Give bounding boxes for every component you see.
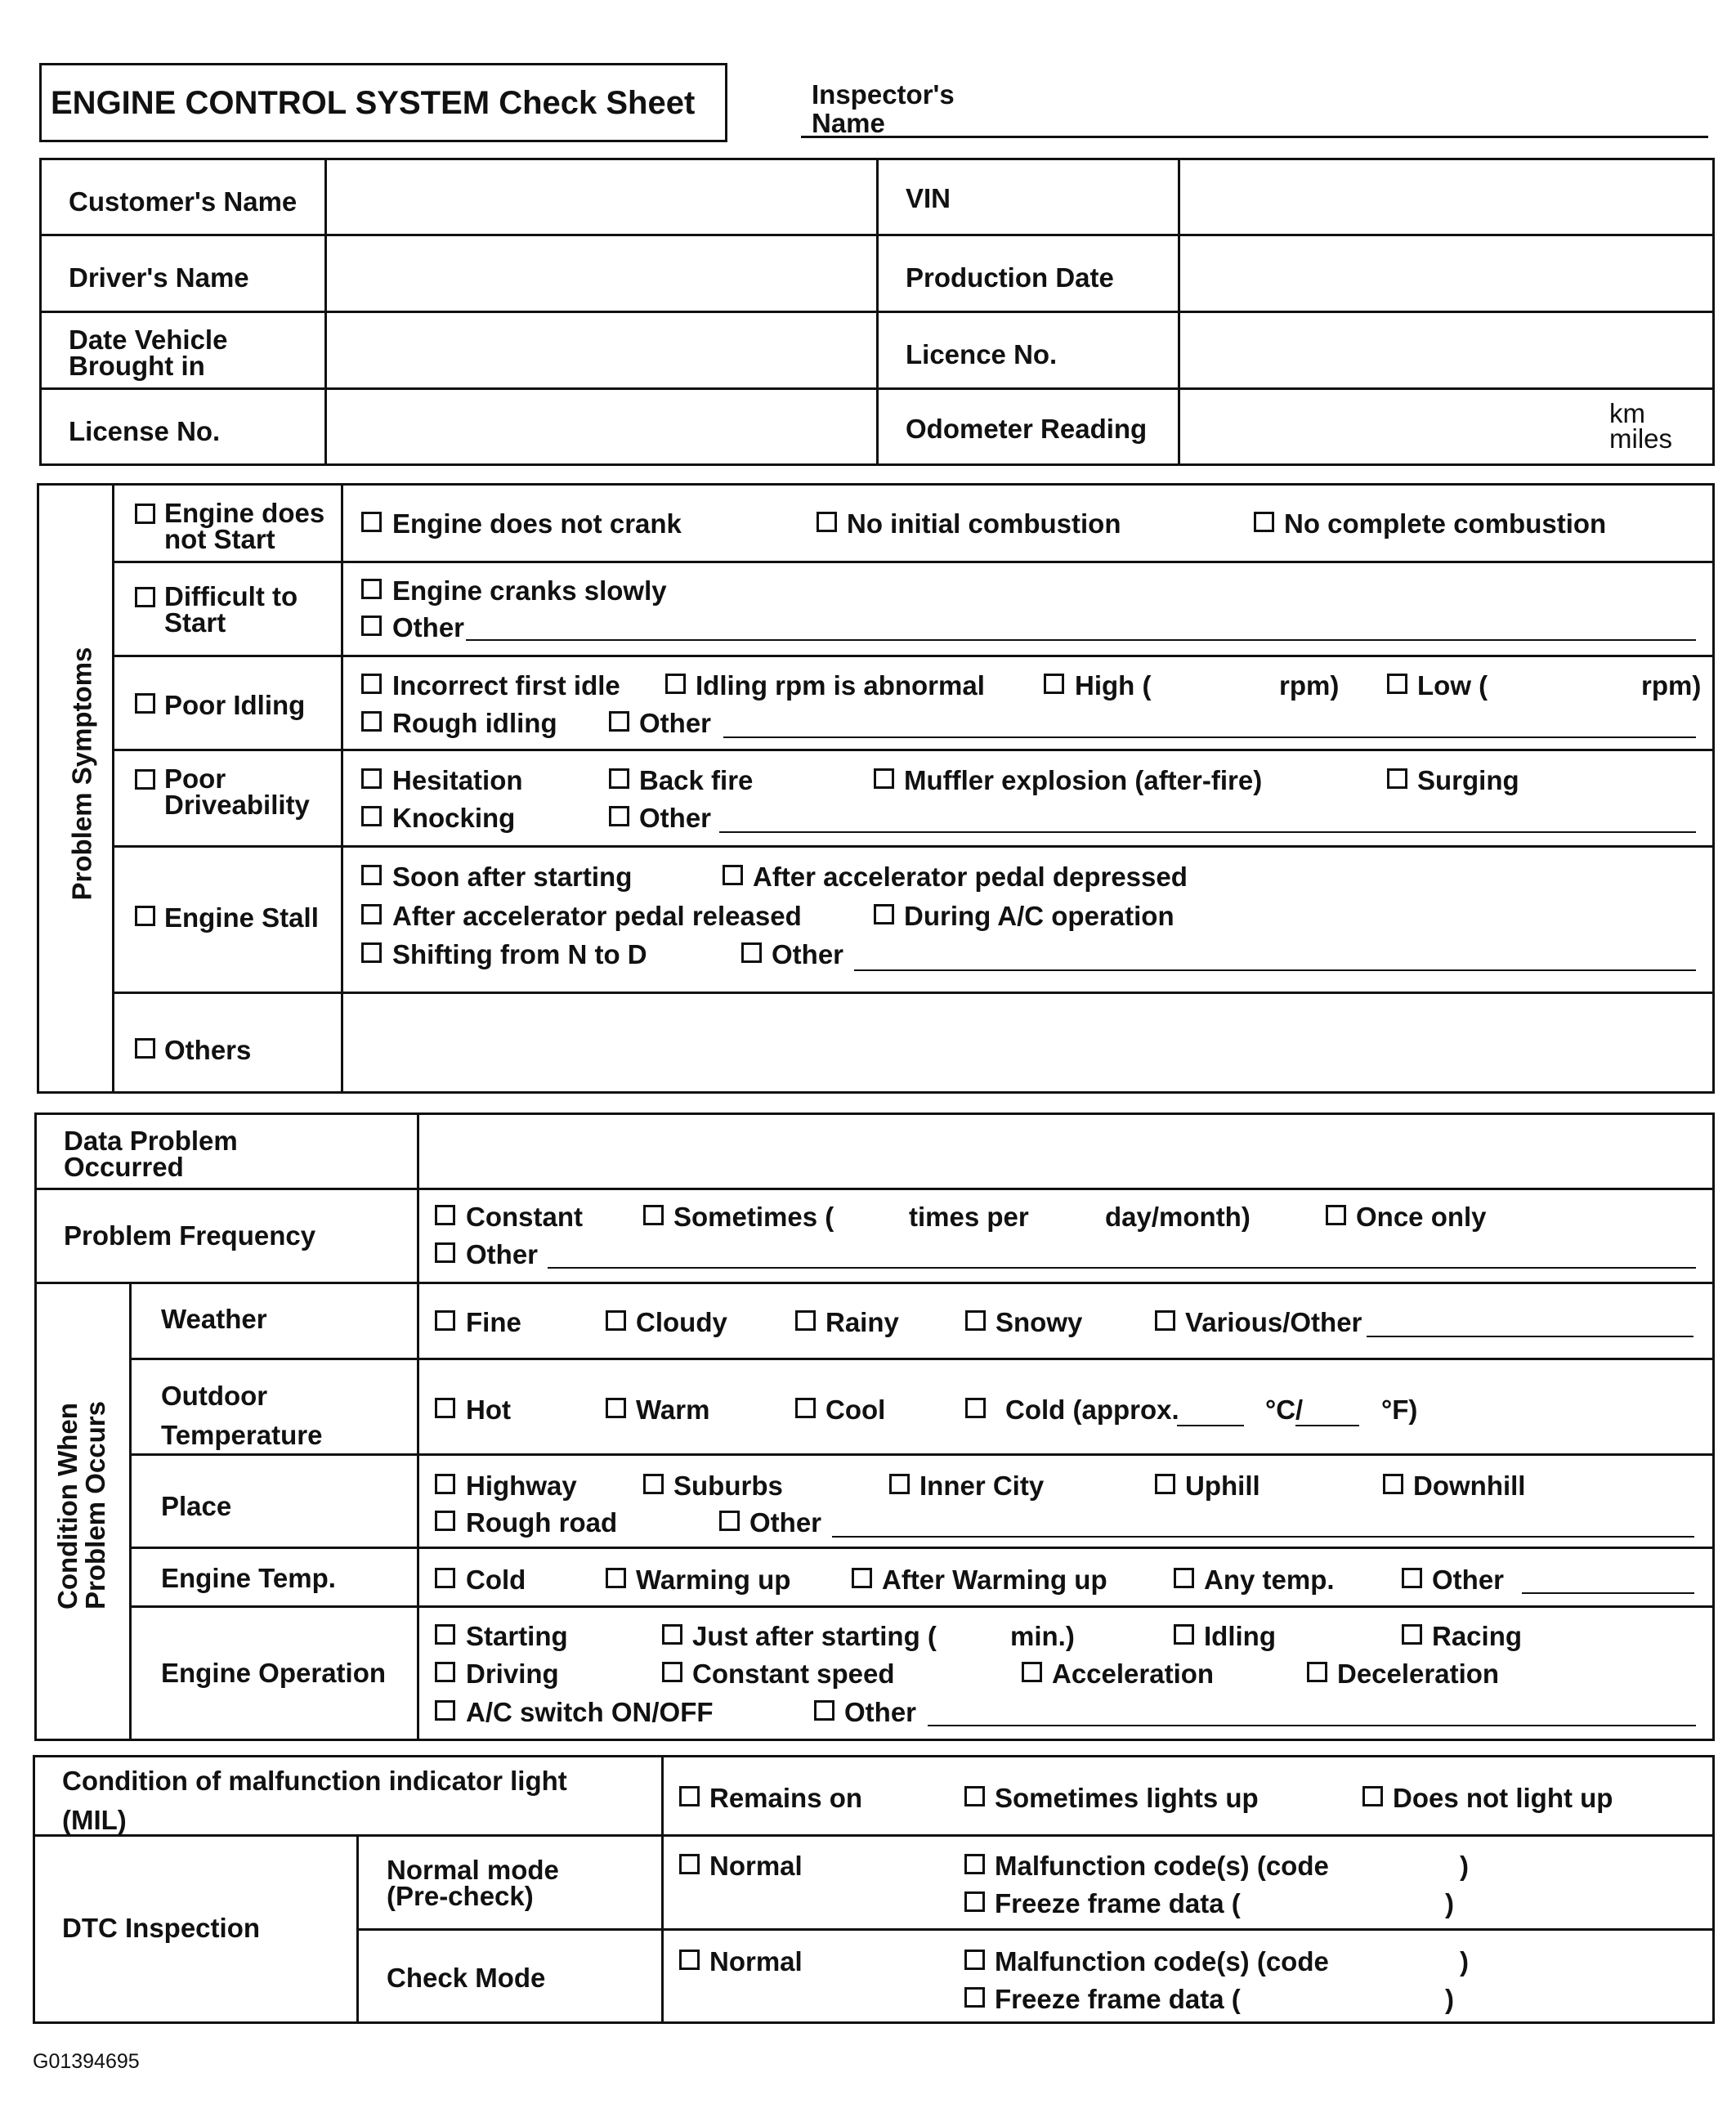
op-other-label: Other bbox=[844, 1697, 917, 1727]
driveability-other-checkbox[interactable] bbox=[609, 806, 629, 826]
normal-mode-normal-checkbox[interactable] bbox=[679, 1854, 700, 1874]
place-inner-city-label: Inner City bbox=[919, 1471, 1045, 1501]
weather-other-field[interactable] bbox=[1367, 1336, 1693, 1337]
mil-does-not-light-checkbox[interactable] bbox=[1362, 1786, 1383, 1806]
op-other-field[interactable] bbox=[928, 1725, 1696, 1726]
normal-mode-normal-label: Normal bbox=[709, 1851, 803, 1881]
incorrect-first-idle-label: Incorrect first idle bbox=[392, 670, 620, 701]
license-no-label: License No. bbox=[69, 416, 221, 446]
temp-fahrenheit-field[interactable] bbox=[1295, 1425, 1359, 1426]
op-other-checkbox[interactable] bbox=[814, 1700, 834, 1721]
licence-no-label: Licence No. bbox=[906, 339, 1058, 369]
temp-hot-label: Hot bbox=[466, 1394, 511, 1425]
op-constant-speed-label: Constant speed bbox=[692, 1659, 895, 1689]
driveability-other-label: Other bbox=[639, 803, 712, 833]
weather-rainy-checkbox[interactable] bbox=[795, 1310, 816, 1331]
poor-driveability-label: Poor Driveability bbox=[164, 763, 310, 820]
engine-temp-after-warming-up-label: After Warming up bbox=[882, 1565, 1107, 1595]
poor-driveability-checkbox[interactable] bbox=[135, 769, 155, 790]
hesitation-checkbox[interactable] bbox=[361, 768, 382, 789]
mil-sometimes-checkbox[interactable] bbox=[964, 1786, 985, 1806]
engine-does-not-start-checkbox[interactable] bbox=[135, 504, 155, 524]
drivers-name-field[interactable] bbox=[328, 237, 874, 308]
low-rpm-checkbox[interactable] bbox=[1387, 674, 1407, 694]
drivers-name-label: Driver's Name bbox=[69, 262, 249, 293]
inspector-name-label: Inspector's Name bbox=[812, 79, 955, 138]
high-rpm-label: High ( bbox=[1075, 670, 1152, 701]
check-mode-freeze-frame-close: ) bbox=[1445, 1984, 1454, 2014]
customers-name-label: Customer's Name bbox=[69, 186, 298, 217]
normal-mode-label: Normal mode (Pre-check) bbox=[387, 1855, 559, 1911]
incorrect-first-idle-checkbox[interactable] bbox=[361, 674, 382, 694]
production-date-label: Production Date bbox=[906, 262, 1114, 293]
shifting-n-to-d-label: Shifting from N to D bbox=[392, 939, 647, 969]
after-pedal-released-checkbox[interactable] bbox=[361, 904, 382, 924]
weather-label: Weather bbox=[161, 1304, 267, 1334]
date-vehicle-brought-in-field[interactable] bbox=[328, 314, 874, 385]
difficult-start-other-field[interactable] bbox=[466, 639, 1696, 641]
frequency-constant-checkbox[interactable] bbox=[435, 1205, 455, 1225]
poor-idling-label: Poor Idling bbox=[164, 690, 306, 720]
muffler-explosion-label: Muffler explosion (after-fire) bbox=[904, 765, 1263, 795]
check-mode-freeze-frame-label: Freeze frame data ( bbox=[995, 1984, 1241, 2014]
rough-idling-checkbox[interactable] bbox=[361, 711, 382, 732]
dtc-inspection-label: DTC Inspection bbox=[62, 1913, 261, 1943]
op-deceleration-label: Deceleration bbox=[1337, 1659, 1500, 1689]
engine-temp-cold-checkbox[interactable] bbox=[435, 1568, 455, 1588]
license-no-field[interactable] bbox=[328, 391, 874, 463]
op-driving-checkbox[interactable] bbox=[435, 1662, 455, 1682]
high-rpm-checkbox[interactable] bbox=[1044, 674, 1064, 694]
op-driving-label: Driving bbox=[466, 1659, 559, 1689]
place-uphill-label: Uphill bbox=[1185, 1471, 1260, 1501]
weather-various-other-label: Various/Other bbox=[1185, 1307, 1362, 1337]
engine-does-not-crank-label: Engine does not crank bbox=[392, 508, 682, 539]
engine-operation-label: Engine Operation bbox=[161, 1658, 387, 1688]
back-fire-label: Back fire bbox=[639, 765, 754, 795]
shifting-n-to-d-checkbox[interactable] bbox=[361, 942, 382, 963]
during-ac-label: During A/C operation bbox=[904, 901, 1174, 931]
stall-other-label: Other bbox=[772, 939, 844, 969]
engine-temp-any-checkbox[interactable] bbox=[1174, 1568, 1194, 1588]
check-mode-freeze-frame-checkbox[interactable] bbox=[964, 1987, 985, 2008]
surging-checkbox[interactable] bbox=[1387, 768, 1407, 789]
place-label: Place bbox=[161, 1491, 232, 1521]
engine-temp-cold-label: Cold bbox=[466, 1565, 526, 1595]
engine-cranks-slowly-label: Engine cranks slowly bbox=[392, 575, 667, 606]
op-acceleration-label: Acceleration bbox=[1052, 1659, 1215, 1689]
place-highway-checkbox[interactable] bbox=[435, 1474, 455, 1494]
odometer-reading-label: Odometer Reading bbox=[906, 414, 1148, 444]
hesitation-label: Hesitation bbox=[392, 765, 523, 795]
others-field[interactable] bbox=[344, 995, 1712, 1091]
place-downhill-label: Downhill bbox=[1413, 1471, 1526, 1501]
high-rpm-unit: rpm) bbox=[1279, 670, 1340, 701]
op-starting-checkbox[interactable] bbox=[435, 1624, 455, 1645]
check-mode-malfunction-checkbox[interactable] bbox=[964, 1950, 985, 1970]
temp-celsius-unit: °C/ bbox=[1265, 1394, 1304, 1425]
normal-mode-freeze-frame-close: ) bbox=[1445, 1888, 1454, 1918]
difficult-to-start-checkbox[interactable] bbox=[135, 587, 155, 607]
condition-section-label: Condition When Problem Occurs bbox=[52, 1401, 110, 1609]
knocking-checkbox[interactable] bbox=[361, 806, 382, 826]
licence-no-field[interactable] bbox=[1181, 314, 1712, 385]
idling-rpm-abnormal-label: Idling rpm is abnormal bbox=[696, 670, 985, 701]
place-other-checkbox[interactable] bbox=[719, 1511, 740, 1531]
rough-idling-label: Rough idling bbox=[392, 708, 557, 738]
frequency-other-label: Other bbox=[466, 1239, 539, 1269]
odometer-reading-field[interactable] bbox=[1181, 391, 1590, 463]
op-ac-switch-checkbox[interactable] bbox=[435, 1700, 455, 1721]
frequency-once-only-checkbox[interactable] bbox=[1326, 1205, 1346, 1225]
others-label: Others bbox=[164, 1035, 252, 1065]
engine-stall-checkbox[interactable] bbox=[135, 906, 155, 926]
after-pedal-depressed-label: After accelerator pedal depressed bbox=[753, 862, 1188, 892]
knocking-label: Knocking bbox=[392, 803, 516, 833]
temp-warm-checkbox[interactable] bbox=[606, 1398, 626, 1418]
odometer-units: km miles bbox=[1609, 398, 1673, 454]
op-idling-label: Idling bbox=[1204, 1621, 1276, 1651]
engine-temp-after-warming-up-checkbox[interactable] bbox=[852, 1568, 872, 1588]
mil-remains-on-checkbox[interactable] bbox=[679, 1786, 700, 1806]
after-pedal-depressed-checkbox[interactable] bbox=[723, 865, 743, 885]
place-other-label: Other bbox=[749, 1507, 822, 1538]
poor-idling-checkbox[interactable] bbox=[135, 693, 155, 714]
temp-cool-checkbox[interactable] bbox=[795, 1398, 816, 1418]
weather-cloudy-label: Cloudy bbox=[636, 1307, 727, 1337]
frequency-sometimes-label: Sometimes ( bbox=[673, 1202, 834, 1232]
mil-sometimes-label: Sometimes lights up bbox=[995, 1783, 1259, 1813]
difficult-to-start-label: Difficult to Start bbox=[164, 581, 298, 638]
poor-idling-other-checkbox[interactable] bbox=[609, 711, 629, 732]
op-deceleration-checkbox[interactable] bbox=[1307, 1662, 1327, 1682]
engine-temp-warming-up-label: Warming up bbox=[636, 1565, 791, 1595]
frequency-day-month-label: day/month) bbox=[1105, 1202, 1251, 1232]
op-starting-label: Starting bbox=[466, 1621, 568, 1651]
normal-mode-freeze-frame-checkbox[interactable] bbox=[964, 1891, 985, 1912]
no-complete-combustion-label: No complete combustion bbox=[1284, 508, 1607, 539]
op-just-after-starting-checkbox[interactable] bbox=[662, 1624, 682, 1645]
no-initial-combustion-checkbox[interactable] bbox=[817, 512, 837, 532]
engine-temp-label: Engine Temp. bbox=[161, 1563, 336, 1593]
weather-rainy-label: Rainy bbox=[825, 1307, 899, 1337]
check-mode-malfunction-label: Malfunction code(s) (code bbox=[995, 1946, 1329, 1976]
op-constant-speed-checkbox[interactable] bbox=[662, 1662, 682, 1682]
normal-mode-malfunction-checkbox[interactable] bbox=[964, 1854, 985, 1874]
check-mode-label: Check Mode bbox=[387, 1963, 546, 1993]
others-checkbox[interactable] bbox=[135, 1038, 155, 1059]
check-mode-malfunction-close: ) bbox=[1460, 1946, 1469, 1976]
mil-remains-on-label: Remains on bbox=[709, 1783, 863, 1813]
difficult-start-other-checkbox[interactable] bbox=[361, 616, 382, 636]
place-rough-road-checkbox[interactable] bbox=[435, 1511, 455, 1531]
no-initial-combustion-label: No initial combustion bbox=[847, 508, 1121, 539]
op-racing-label: Racing bbox=[1432, 1621, 1523, 1651]
no-complete-combustion-checkbox[interactable] bbox=[1254, 512, 1274, 532]
frequency-sometimes-checkbox[interactable] bbox=[643, 1205, 664, 1225]
place-downhill-checkbox[interactable] bbox=[1383, 1474, 1403, 1494]
frequency-other-checkbox[interactable] bbox=[435, 1242, 455, 1263]
frequency-other-field[interactable] bbox=[548, 1267, 1696, 1269]
temp-cold-checkbox[interactable] bbox=[965, 1398, 986, 1418]
weather-fine-label: Fine bbox=[466, 1307, 521, 1337]
normal-mode-freeze-frame-label: Freeze frame data ( bbox=[995, 1888, 1241, 1918]
check-mode-normal-label: Normal bbox=[709, 1946, 803, 1976]
poor-idling-other-field[interactable] bbox=[723, 736, 1696, 738]
outdoor-temperature-label: Outdoor Temperature bbox=[161, 1381, 323, 1450]
op-ac-switch-label: A/C switch ON/OFF bbox=[466, 1697, 714, 1727]
place-other-field[interactable] bbox=[832, 1536, 1694, 1538]
engine-temp-other-label: Other bbox=[1432, 1565, 1505, 1595]
normal-mode-malfunction-label: Malfunction code(s) (code bbox=[995, 1851, 1329, 1881]
difficult-start-other-label: Other bbox=[392, 612, 465, 642]
engine-cranks-slowly-checkbox[interactable] bbox=[361, 579, 382, 599]
check-mode-normal-checkbox[interactable] bbox=[679, 1950, 700, 1970]
mil-does-not-light-label: Does not light up bbox=[1393, 1783, 1613, 1813]
figure-id: G01394695 bbox=[33, 2050, 140, 2073]
temp-cool-label: Cool bbox=[825, 1394, 886, 1425]
place-highway-label: Highway bbox=[466, 1471, 577, 1501]
normal-mode-malfunction-close: ) bbox=[1460, 1851, 1469, 1881]
mil-label: Condition of malfunction indicator light (MIL) bbox=[62, 1766, 567, 1835]
customers-name-field[interactable] bbox=[328, 161, 874, 231]
place-suburbs-checkbox[interactable] bbox=[643, 1474, 664, 1494]
vin-label: VIN bbox=[906, 183, 951, 213]
date-vehicle-brought-in-label: Date Vehicle Brought in bbox=[69, 325, 228, 381]
surging-label: Surging bbox=[1417, 765, 1519, 795]
op-racing-checkbox[interactable] bbox=[1402, 1624, 1422, 1645]
place-suburbs-label: Suburbs bbox=[673, 1471, 783, 1501]
temp-cold-label: Cold (approx. bbox=[1005, 1394, 1179, 1425]
low-rpm-unit: rpm) bbox=[1641, 670, 1702, 701]
place-rough-road-label: Rough road bbox=[466, 1507, 618, 1538]
engine-temp-any-label: Any temp. bbox=[1204, 1565, 1335, 1595]
place-uphill-checkbox[interactable] bbox=[1155, 1474, 1175, 1494]
frequency-constant-label: Constant bbox=[466, 1202, 583, 1232]
engine-temp-other-field[interactable] bbox=[1522, 1592, 1694, 1594]
op-idling-checkbox[interactable] bbox=[1174, 1624, 1194, 1645]
temp-fahrenheit-unit: °F) bbox=[1381, 1394, 1418, 1425]
idling-rpm-abnormal-checkbox[interactable] bbox=[665, 674, 686, 694]
page-title: ENGINE CONTROL SYSTEM Check Sheet bbox=[51, 85, 696, 121]
vin-field[interactable] bbox=[1181, 161, 1712, 231]
problem-symptoms-section-label: Problem Symptoms bbox=[66, 647, 97, 901]
frequency-times-per-label: times per bbox=[909, 1202, 1029, 1232]
production-date-field[interactable] bbox=[1181, 237, 1712, 308]
after-pedal-released-label: After accelerator pedal released bbox=[392, 901, 802, 931]
inspector-name-field[interactable] bbox=[801, 136, 1708, 138]
problem-frequency-label: Problem Frequency bbox=[64, 1220, 316, 1251]
frequency-once-only-label: Once only bbox=[1356, 1202, 1487, 1232]
weather-snowy-checkbox[interactable] bbox=[965, 1310, 986, 1331]
weather-cloudy-checkbox[interactable] bbox=[606, 1310, 626, 1331]
temp-warm-label: Warm bbox=[636, 1394, 710, 1425]
stall-other-checkbox[interactable] bbox=[741, 942, 762, 963]
engine-temp-other-checkbox[interactable] bbox=[1402, 1568, 1422, 1588]
driveability-other-field[interactable] bbox=[719, 831, 1696, 833]
op-acceleration-checkbox[interactable] bbox=[1022, 1662, 1042, 1682]
engine-does-not-crank-checkbox[interactable] bbox=[361, 512, 382, 532]
temp-celsius-field[interactable] bbox=[1177, 1425, 1244, 1426]
soon-after-starting-label: Soon after starting bbox=[392, 862, 633, 892]
weather-various-other-checkbox[interactable] bbox=[1155, 1310, 1175, 1331]
temp-hot-checkbox[interactable] bbox=[435, 1398, 455, 1418]
data-problem-occurred-label: Data Problem Occurred bbox=[64, 1126, 238, 1182]
poor-idling-other-label: Other bbox=[639, 708, 712, 738]
op-just-after-starting-label: Just after starting ( bbox=[692, 1621, 937, 1651]
engine-temp-warming-up-checkbox[interactable] bbox=[606, 1568, 626, 1588]
weather-snowy-label: Snowy bbox=[996, 1307, 1083, 1337]
data-problem-occurred-field[interactable] bbox=[420, 1116, 1712, 1185]
op-min-unit: min.) bbox=[1010, 1621, 1075, 1651]
during-ac-checkbox[interactable] bbox=[874, 904, 894, 924]
stall-other-field[interactable] bbox=[854, 969, 1696, 971]
place-inner-city-checkbox[interactable] bbox=[889, 1474, 910, 1494]
engine-does-not-start-label: Engine does not Start bbox=[164, 498, 325, 554]
muffler-explosion-checkbox[interactable] bbox=[874, 768, 894, 789]
engine-stall-label: Engine Stall bbox=[164, 902, 319, 933]
weather-fine-checkbox[interactable] bbox=[435, 1310, 455, 1331]
soon-after-starting-checkbox[interactable] bbox=[361, 865, 382, 885]
back-fire-checkbox[interactable] bbox=[609, 768, 629, 789]
low-rpm-label: Low ( bbox=[1417, 670, 1488, 701]
